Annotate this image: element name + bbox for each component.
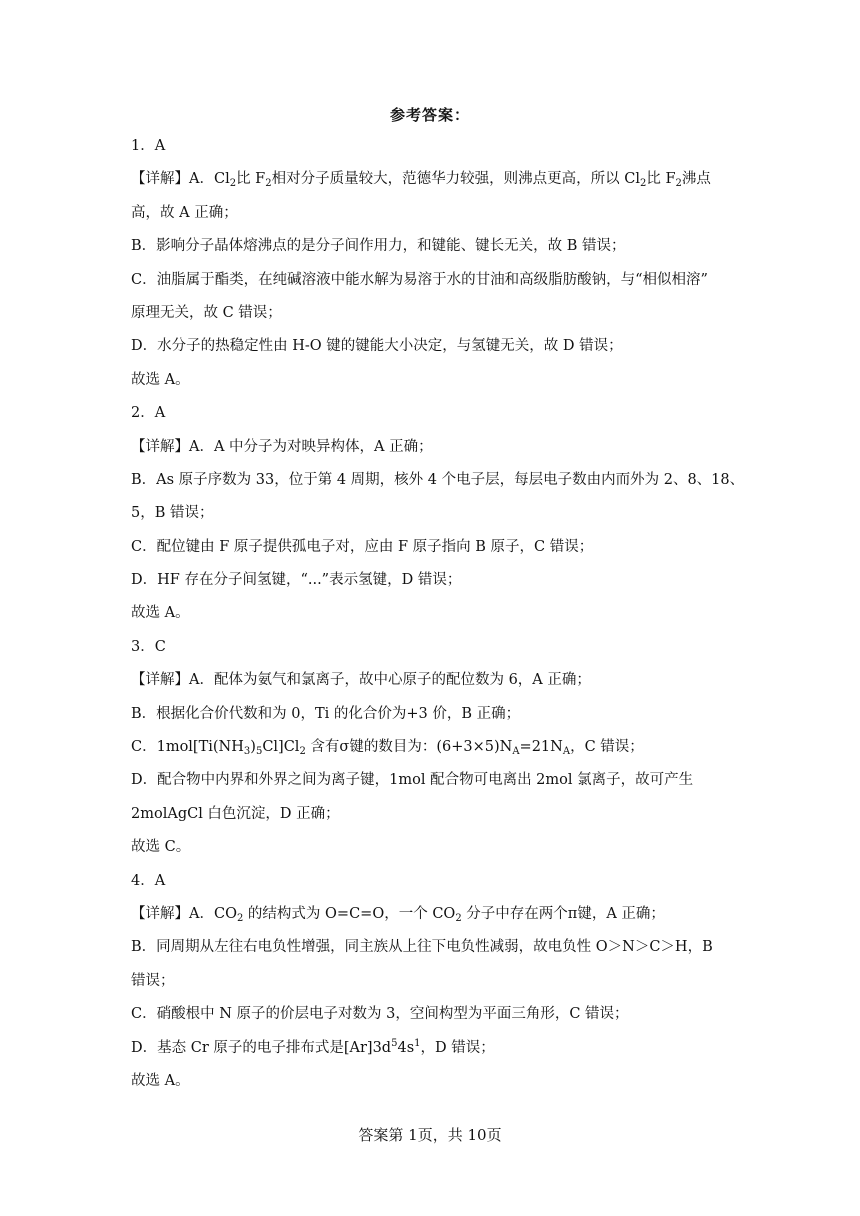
answer-text-line: C．$1mol[Ti(NH_3)_5Cl]Cl_2$ 含有σ键的数目为：$(6+3\times 5)N_A=21N_A$，C 错误；	[131, 739, 644, 758]
answer-text-line: B．同周期从左往右电负性增强，同主族从上往下电负性减弱，故电负性 O＞N＞C＞H，B	[131, 939, 713, 956]
page-footer: 答案第 1页，共 10页	[358, 1126, 502, 1144]
answer-text-line: 故选 C。	[131, 839, 191, 856]
answer-text-line: B．根据化合价代数和为 0，Ti 的化合价为+3 价，B 正确；	[131, 705, 521, 722]
answer-text-line: 【详解】A．$CO_2$ 的结构式为 O=C=O，一个 $CO_2$ 分子中存在两个π键，A 正确；	[131, 905, 665, 924]
answer-text-line: D．配合物中内界和外界之间为离子键，1mol 配合物可电离出 2mol 氯离子，故可产生	[131, 772, 694, 789]
answer-text-line: 高，故 A 正确；	[131, 204, 238, 221]
answer-text-line: 错误；	[131, 972, 175, 989]
answer-text-line: B．As 原子序数为 33，位于第 4 周期，核外 4 个电子层，每层电子数由内而外为 2、8、18、	[131, 471, 745, 488]
answer-content	[131, 130, 745, 1098]
answer-text-line: 故选 A。	[131, 605, 190, 622]
answer-text-line: C．油脂属于酯类，在纯碱溶液中能水解为易溶于水的甘油和高级脂肪酸钠，与“相似相溶”	[131, 271, 708, 288]
question-number: 2．A	[131, 405, 166, 422]
answer-text-line: 【详解】A．配体为氨气和氯离子，故中心原子的配位数为 6，A 正确；	[131, 672, 591, 689]
answer-text-line: 【详解】A．$Cl_2$比 $F_2$相对分子质量较大，范德华力较强，则沸点更高，所以 $Cl_2$比 $F_2$沸点	[131, 171, 711, 190]
answer-text-line: 【详解】A．A 中分子为对映异构体，A 正确；	[131, 438, 433, 455]
page-title: 参考答案：	[389, 106, 470, 124]
answer-text-line: 2molAgCl 白色沉淀，D 正确；	[131, 805, 340, 822]
answer-text-line: D．水分子的热稳定性由 H-O 键的键能大小决定，与氢键无关，故 D 错误；	[131, 338, 623, 355]
question-number: 4．A	[131, 872, 166, 889]
answer-text-line: B．影响分子晶体熔沸点的是分子间作用力，和键能、键长无关，故 B 错误；	[131, 238, 626, 255]
answer-text-line: 5，B 错误；	[131, 505, 214, 522]
answer-text-line: C．硝酸根中 N 原子的价层电子对数为 3，空间构型为平面三角形，C 错误；	[131, 1006, 629, 1023]
answer-text-line: C．配位键由 F 原子提供孤电子对，应由 F 原子指向 B 原子，C 错误；	[131, 538, 594, 555]
answer-text-line: 故选 A。	[131, 1072, 190, 1089]
answer-text-line: 故选 A。	[131, 371, 190, 388]
question-number: 3．C	[131, 638, 166, 655]
answer-text-line: 原理无关，故 C 错误；	[131, 304, 282, 321]
answer-text-line: D．基态 Cr 原子的电子排布式是$[Ar]3d^54s^1$，D 错误；	[131, 1037, 495, 1056]
answer-text-line: D．HF 存在分子间氢键，“...”表示氢键，D 错误；	[131, 572, 462, 589]
question-number: 1．A	[131, 138, 166, 154]
